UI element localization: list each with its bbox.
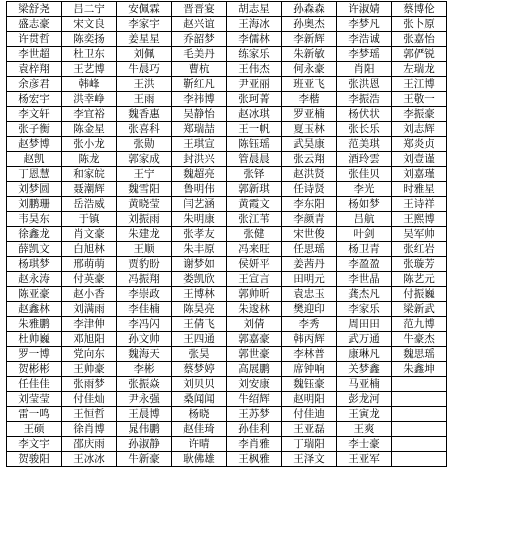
- table-cell: 王艺博: [62, 62, 117, 77]
- table-cell: 李世超: [7, 47, 62, 62]
- table-cell: 雷一鸣: [7, 407, 62, 422]
- table-cell: 姜茜丹: [282, 257, 337, 272]
- table-cell: [392, 452, 447, 467]
- table-cell: 范九博: [392, 317, 447, 332]
- table-cell: 洪幸峥: [62, 92, 117, 107]
- table-cell: [392, 422, 447, 437]
- table-cell: 赵冰琪: [227, 107, 282, 122]
- table-cell: 魏海天: [117, 347, 172, 362]
- table-cell: 付英豪: [62, 272, 117, 287]
- table-cell: 曹杭: [172, 62, 227, 77]
- table-cell: 安佩霖: [117, 2, 172, 17]
- table-row: [7, 182, 447, 197]
- table-cell: 李津伸: [62, 317, 117, 332]
- table-cell: 康琳凡: [337, 347, 392, 362]
- table-cell: 杨卫青: [337, 242, 392, 257]
- table-cell: 蔡梦婷: [172, 362, 227, 377]
- table-cell: 刘梦圆: [7, 182, 62, 197]
- table-cell: 晁伟鹏: [117, 422, 172, 437]
- table-cell: 叶剑: [337, 227, 392, 242]
- table-cell: 宋文良: [62, 17, 117, 32]
- table-row: [7, 332, 447, 347]
- table-cell: 王宁: [117, 167, 172, 182]
- table-cell: 韦昊东: [7, 212, 62, 227]
- table-cell: 鲁明伟: [172, 182, 227, 197]
- table-row: [7, 227, 447, 242]
- table-cell: 丁恩慧: [7, 167, 62, 182]
- table-cell: 赵梦博: [7, 137, 62, 152]
- table-cell: 朱鑫坤: [392, 362, 447, 377]
- names-table-body: [7, 2, 447, 467]
- table-cell: 王枫雅: [227, 452, 282, 467]
- table-cell: 肖文豪: [62, 227, 117, 242]
- table-cell: 周田田: [337, 317, 392, 332]
- table-cell: 王博林: [172, 287, 227, 302]
- table-row: [7, 212, 447, 227]
- table-cell: 王寅龙: [337, 407, 392, 422]
- table-cell: 王熙博: [392, 212, 447, 227]
- table-cell: 李振豪: [392, 107, 447, 122]
- table-cell: 贺彬彬: [7, 362, 62, 377]
- table-cell: 张小龙: [62, 137, 117, 152]
- table-cell: 杜卫东: [62, 47, 117, 62]
- table-cell: 练家乐: [227, 47, 282, 62]
- table-cell: 范美琪: [337, 137, 392, 152]
- table-cell: 刘莹莹: [7, 392, 62, 407]
- table-cell: 刘满雨: [62, 302, 117, 317]
- table-cell: 王伟杰: [227, 62, 282, 77]
- table-cell: 李士豪: [337, 437, 392, 452]
- table-cell: 朱新敏: [282, 47, 337, 62]
- table-cell: 王顺: [117, 242, 172, 257]
- table-cell: 乔韶梦: [172, 32, 227, 47]
- table-cell: 桑闻闻: [172, 392, 227, 407]
- table-cell: 李宜裕: [62, 107, 117, 122]
- table-cell: 刘安康: [227, 377, 282, 392]
- table-cell: 郭新琪: [227, 182, 282, 197]
- table-cell: 姜星星: [117, 32, 172, 47]
- table-cell: 刘鹏珊: [7, 197, 62, 212]
- table-row: [7, 257, 447, 272]
- table-cell: 张卜原: [392, 17, 447, 32]
- table-cell: 任诗贤: [282, 182, 337, 197]
- table-row: [7, 362, 447, 377]
- table-cell: 贾豹盼: [117, 257, 172, 272]
- table-cell: 李新辉: [282, 32, 337, 47]
- table-cell: 樊迎印: [282, 302, 337, 317]
- table-cell: 李家宇: [117, 17, 172, 32]
- table-cell: 毛美丹: [172, 47, 227, 62]
- table-cell: 杨伏状: [337, 107, 392, 122]
- table-cell: [392, 437, 447, 452]
- table-cell: 张振焱: [117, 377, 172, 392]
- table-cell: 王诗祥: [392, 197, 447, 212]
- table-cell: 朱明康: [172, 212, 227, 227]
- table-cell: 王四通: [172, 332, 227, 347]
- table-cell: 陈钰瑶: [227, 137, 282, 152]
- table-cell: 陈艺元: [392, 272, 447, 287]
- table-cell: 魏香惠: [117, 107, 172, 122]
- table-cell: 李文轩: [7, 107, 62, 122]
- table-cell: 武万通: [337, 332, 392, 347]
- table-cell: 李世晶: [337, 272, 392, 287]
- table-row: [7, 62, 447, 77]
- table-cell: 王亚磊: [282, 422, 337, 437]
- table-row: [7, 2, 447, 17]
- table-cell: 王硕: [7, 422, 62, 437]
- table-cell: 许贯哲: [7, 32, 62, 47]
- table-cell: 关梦鑫: [337, 362, 392, 377]
- table-cell: 袁梓翔: [7, 62, 62, 77]
- table-cell: 赵鑫林: [7, 302, 62, 317]
- table-cell: 朱逡林: [227, 302, 282, 317]
- table-cell: 王亚军: [337, 452, 392, 467]
- table-cell: 梁舒尧: [7, 2, 62, 17]
- table-row: [7, 152, 447, 167]
- table-cell: 牛绍辉: [227, 392, 282, 407]
- table-cell: 尹永强: [117, 392, 172, 407]
- table-cell: 侯妍平: [227, 257, 282, 272]
- table-cell: 李振浩: [337, 92, 392, 107]
- table-cell: 冯振翔: [117, 272, 172, 287]
- table-cell: 李梦凡: [337, 17, 392, 32]
- table-cell: 刘贝贝: [172, 377, 227, 392]
- table-cell: 和家皖: [62, 167, 117, 182]
- table-row: [7, 47, 447, 62]
- table-cell: 李崇政: [117, 287, 172, 302]
- table-cell: [392, 377, 447, 392]
- table-cell: 张璇芳: [392, 257, 447, 272]
- table-cell: 张子衡: [7, 122, 62, 137]
- table-cell: 王苏梦: [227, 407, 282, 422]
- table-row: [7, 32, 447, 47]
- table-cell: 陈奕扬: [62, 32, 117, 47]
- table-cell: 魏超亮: [172, 167, 227, 182]
- table-cell: 付振巍: [392, 287, 447, 302]
- table-cell: 黄晓莹: [117, 197, 172, 212]
- table-cell: 张佳贝: [337, 167, 392, 182]
- table-cell: 张雨梦: [62, 377, 117, 392]
- table-row: [7, 437, 447, 452]
- table-cell: [392, 392, 447, 407]
- table-cell: 许淑婧: [337, 2, 392, 17]
- table-cell: 袁忠玉: [282, 287, 337, 302]
- table-cell: 李浩诚: [337, 32, 392, 47]
- table-cell: 冯来旺: [227, 242, 282, 257]
- table-cell: 武昊康: [282, 137, 337, 152]
- table-cell: 薛凯文: [7, 242, 62, 257]
- table-cell: 李文宇: [7, 437, 62, 452]
- table-row: [7, 92, 447, 107]
- table-cell: 左瑞龙: [392, 62, 447, 77]
- table-cell: 王帅豪: [62, 362, 117, 377]
- table-cell: 陈金星: [62, 122, 117, 137]
- table-cell: 李林普: [282, 347, 337, 362]
- table-cell: 王敬一: [392, 92, 447, 107]
- table-cell: 谢梦如: [172, 257, 227, 272]
- table-cell: 刘振雨: [117, 212, 172, 227]
- table-cell: 张健: [227, 227, 282, 242]
- table-cell: 王冰冰: [62, 452, 117, 467]
- table-cell: 李佳楠: [117, 302, 172, 317]
- table-cell: 马亚楠: [337, 377, 392, 392]
- table-cell: 孙森森: [282, 2, 337, 17]
- table-cell: 王爽: [337, 422, 392, 437]
- table-cell: 李东阳: [282, 197, 337, 212]
- table-cell: 张红岩: [392, 242, 447, 257]
- table-cell: 李楷: [282, 92, 337, 107]
- table-cell: 徐肖博: [62, 422, 117, 437]
- table-cell: 张云翔: [282, 152, 337, 167]
- table-cell: 朱丰原: [172, 242, 227, 257]
- table-cell: 孙奥杰: [282, 17, 337, 32]
- table-cell: 蔡博伦: [392, 2, 447, 17]
- table-cell: 杨晓: [172, 407, 227, 422]
- table-cell: 郭嘉豪: [227, 332, 282, 347]
- table-cell: 赵佳琦: [172, 422, 227, 437]
- table-cell: 杨如梦: [337, 197, 392, 212]
- table-cell: 高展鹏: [227, 362, 282, 377]
- table-cell: 任佳佳: [7, 377, 62, 392]
- table-cell: 吕二宁: [62, 2, 117, 17]
- table-row: [7, 377, 447, 392]
- table-cell: 席钟响: [282, 362, 337, 377]
- table-cell: 郑炎贞: [392, 137, 447, 152]
- table-cell: 牛新豪: [117, 452, 172, 467]
- table-cell: 尹亚丽: [227, 77, 282, 92]
- table-cell: 刘佩: [117, 47, 172, 62]
- table-cell: 李光: [337, 182, 392, 197]
- table-cell: 管晨晨: [227, 152, 282, 167]
- table-cell: 任思瑶: [282, 242, 337, 257]
- table-cell: 罗亚楠: [282, 107, 337, 122]
- table-cell: 刘嘉瑾: [392, 167, 447, 182]
- table-cell: 邓旭阳: [62, 332, 117, 347]
- table-cell: 牛晨巧: [117, 62, 172, 77]
- table-cell: 韩峰: [62, 77, 117, 92]
- table-cell: 王江博: [392, 77, 447, 92]
- table-cell: 王雨: [117, 92, 172, 107]
- table-cell: 党向东: [62, 347, 117, 362]
- table-cell: 付佳灿: [62, 392, 117, 407]
- table-cell: 赵凯: [7, 152, 62, 167]
- table-cell: 李冯闪: [117, 317, 172, 332]
- table-cell: 赵兴谊: [172, 17, 227, 32]
- table-cell: 王海冰: [227, 17, 282, 32]
- table-cell: 陈亚豪: [7, 287, 62, 302]
- table-cell: 孙佳利: [227, 422, 282, 437]
- table-cell: 何永豪: [282, 62, 337, 77]
- table-row: [7, 122, 447, 137]
- table-cell: 田明元: [282, 272, 337, 287]
- table-cell: 吴军帅: [392, 227, 447, 242]
- table-cell: 晋晋宴: [172, 2, 227, 17]
- table-cell: 封洪兴: [172, 152, 227, 167]
- table-cell: 邢萌萌: [62, 257, 117, 272]
- table-row: [7, 167, 447, 182]
- table-cell: 韩丙辉: [282, 332, 337, 347]
- table-cell: 彭龙河: [337, 392, 392, 407]
- table-cell: 王恒哲: [62, 407, 117, 422]
- table-cell: 郭家成: [117, 152, 172, 167]
- table-cell: 黄霞文: [227, 197, 282, 212]
- table-cell: 牛豪杰: [392, 332, 447, 347]
- table-cell: 张铎: [227, 167, 282, 182]
- table-cell: 王一帆: [227, 122, 282, 137]
- table-row: [7, 287, 447, 302]
- table-cell: 靳红凡: [172, 77, 227, 92]
- table-cell: 张嘉怡: [392, 32, 447, 47]
- table-cell: 邵庆雨: [62, 437, 117, 452]
- table-cell: 魏钰豪: [282, 377, 337, 392]
- table-cell: 罗一博: [7, 347, 62, 362]
- table-cell: 李梦瑶: [337, 47, 392, 62]
- table-cell: 张珂菁: [227, 92, 282, 107]
- table-cell: 徐鑫龙: [7, 227, 62, 242]
- table-cell: 张孝友: [172, 227, 227, 242]
- table-cell: 刘壹谨: [392, 152, 447, 167]
- table-cell: 于镇: [62, 212, 117, 227]
- table-cell: 娄凯欣: [172, 272, 227, 287]
- table-cell: 吕航: [337, 212, 392, 227]
- table-cell: 夏玉林: [282, 122, 337, 137]
- table-row: [7, 197, 447, 212]
- table-cell: 岳浩威: [62, 197, 117, 212]
- table-cell: 杨琪梦: [7, 257, 62, 272]
- table-cell: 肖阳: [337, 62, 392, 77]
- table-row: [7, 452, 447, 467]
- table-cell: 李盈盈: [337, 257, 392, 272]
- names-table: [6, 1, 447, 467]
- table-cell: [392, 407, 447, 422]
- table-cell: 赵小香: [62, 287, 117, 302]
- table-cell: 赵洪贤: [282, 167, 337, 182]
- table-row: [7, 347, 447, 362]
- table-row: [7, 407, 447, 422]
- table-cell: 耿佛雄: [172, 452, 227, 467]
- table-cell: 赵永涛: [7, 272, 62, 287]
- table-cell: 胡志星: [227, 2, 282, 17]
- table-cell: 王洪: [117, 77, 172, 92]
- table-cell: 宋世俊: [282, 227, 337, 242]
- table-row: [7, 242, 447, 257]
- table-cell: 朱雅鹏: [7, 317, 62, 332]
- table-cell: 李肖雅: [227, 437, 282, 452]
- table-row: [7, 137, 447, 152]
- table-cell: 孙淑静: [117, 437, 172, 452]
- table-cell: 王泽文: [282, 452, 337, 467]
- table-cell: 时雅星: [392, 182, 447, 197]
- table-cell: 张江苇: [227, 212, 282, 227]
- table-cell: 班亚飞: [282, 77, 337, 92]
- table-cell: 李儒林: [227, 32, 282, 47]
- table-cell: 李秀: [282, 317, 337, 332]
- table-row: [7, 317, 447, 332]
- table-cell: 王晨博: [117, 407, 172, 422]
- table-cell: 杨宏宇: [7, 92, 62, 107]
- table-cell: 孙文帅: [117, 332, 172, 347]
- table-cell: 王琪宣: [172, 137, 227, 152]
- table-cell: 张喜科: [117, 122, 172, 137]
- table-cell: 贺骏阳: [7, 452, 62, 467]
- table-cell: 张昊: [172, 347, 227, 362]
- table-cell: 陈昊亮: [172, 302, 227, 317]
- table-cell: 许晴: [172, 437, 227, 452]
- table-cell: 李家乐: [337, 302, 392, 317]
- table-cell: 丁瑞阳: [282, 437, 337, 452]
- table-row: [7, 272, 447, 287]
- table-row: [7, 392, 447, 407]
- table-cell: 盛志豪: [7, 17, 62, 32]
- table-cell: 陈龙: [62, 152, 117, 167]
- table-cell: 聂潮辉: [62, 182, 117, 197]
- table-row: [7, 302, 447, 317]
- table-cell: 郭世豪: [227, 347, 282, 362]
- table-cell: 闫艺涵: [172, 197, 227, 212]
- table-cell: 白旭林: [62, 242, 117, 257]
- table-cell: 李彬: [117, 362, 172, 377]
- table-cell: 刘志辉: [392, 122, 447, 137]
- table-cell: 杜帅巍: [7, 332, 62, 347]
- table-cell: 酒玲雲: [337, 152, 392, 167]
- table-row: [7, 77, 447, 92]
- table-cell: 朱建龙: [117, 227, 172, 242]
- table-row: [7, 422, 447, 437]
- table-cell: 张洪恩: [337, 77, 392, 92]
- table-row: [7, 17, 447, 32]
- table-cell: 张长乐: [337, 122, 392, 137]
- table-row: [7, 107, 447, 122]
- table-cell: 郑瑞喆: [172, 122, 227, 137]
- table-cell: 李颜青: [282, 212, 337, 227]
- table-cell: 余彦君: [7, 77, 62, 92]
- table-cell: 张勋: [117, 137, 172, 152]
- table-cell: 吴静怡: [172, 107, 227, 122]
- table-cell: 魏思瑶: [392, 347, 447, 362]
- table-cell: 王倩飞: [172, 317, 227, 332]
- table-cell: 李祎博: [172, 92, 227, 107]
- table-cell: 付佳迪: [282, 407, 337, 422]
- table-cell: 龚杰凡: [337, 287, 392, 302]
- table-cell: 魏雪阳: [117, 182, 172, 197]
- table-cell: 郭俨锐: [392, 47, 447, 62]
- table-cell: 郭帅昕: [227, 287, 282, 302]
- table-cell: 王宣言: [227, 272, 282, 287]
- table-cell: 刘倩: [227, 317, 282, 332]
- table-cell: 梁新武: [392, 302, 447, 317]
- table-cell: 赵明阳: [282, 392, 337, 407]
